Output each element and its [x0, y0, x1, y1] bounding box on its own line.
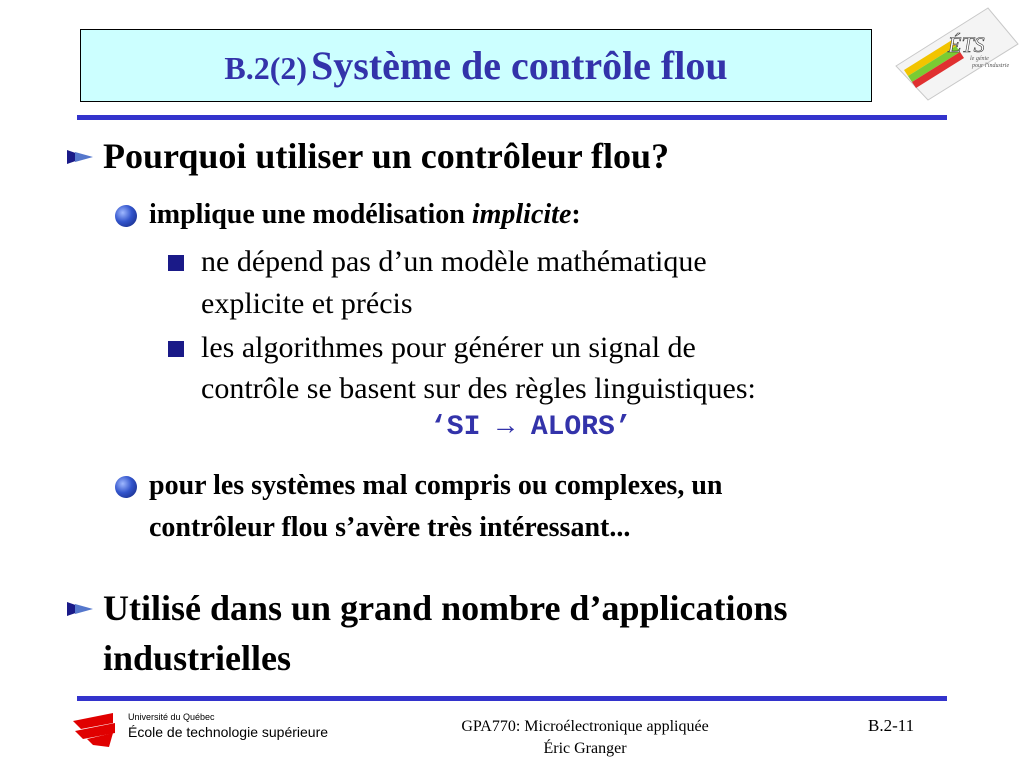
bullet-implicit-model: [149, 197, 581, 233]
sub-bullet-algorithms-line1: les algorithmes pour générer un signal de: [201, 331, 696, 364]
title-box: [80, 29, 872, 102]
implicit-colon: :: [571, 199, 581, 230]
course-info: [400, 716, 770, 760]
ets-logo-icon: [892, 4, 1022, 102]
arrow-bullet-icon: [67, 600, 93, 618]
logo-text: ÉTS: [948, 32, 985, 57]
square-bullet-icon: [168, 255, 184, 271]
page-number: B.2-11: [868, 716, 915, 735]
top-rule: [77, 115, 947, 120]
bullet-why-fuzzy: Pourquoi utiliser un contrôleur flou?: [103, 136, 670, 176]
slide-title: [81, 40, 871, 101]
square-bullet-icon: [168, 341, 184, 357]
bottom-rule: [77, 696, 947, 701]
bullet-complex-systems-line1: pour les systèmes mal compris ou complexes, un: [149, 470, 723, 501]
title-main: Système de contrôle flou: [311, 43, 728, 88]
logo-tagline-2: pour l'industrie: [972, 63, 1010, 69]
university-name: Université du Québec: [128, 712, 215, 722]
if-then-rule: ‘SI → ALORS’: [430, 412, 632, 443]
author: Éric Granger: [543, 740, 627, 757]
course-title: GPA770: Microélectronique appliquée: [461, 718, 709, 735]
sub-bullet-independent-line2: explicite et précis: [201, 287, 413, 320]
title-prefix: B.2(2): [224, 50, 308, 86]
arrow-bullet-icon: [67, 148, 93, 166]
sub-bullet-independent-line1: ne dépend pas d’un modèle mathématique: [201, 245, 707, 278]
implicit-emphasis: implicite: [471, 199, 572, 230]
bullet-applications-line1: Utilisé dans un grand nombre d’applications: [103, 588, 788, 628]
round-bullet-icon: [115, 205, 137, 227]
uq-logo-icon: [73, 711, 117, 747]
implicit-text: implique une modélisation: [149, 199, 472, 230]
sub-bullet-algorithms-line2: contrôle se basent sur des règles linguistiques:: [201, 372, 756, 405]
round-bullet-icon: [115, 476, 137, 498]
school-name: École de technologie supérieure: [128, 724, 329, 740]
bullet-complex-systems-line2: contrôleur flou s’avère très intéressant...: [149, 512, 631, 543]
logo-tagline-1: le génie: [970, 56, 989, 62]
bullet-applications-line2: industrielles: [103, 638, 292, 678]
